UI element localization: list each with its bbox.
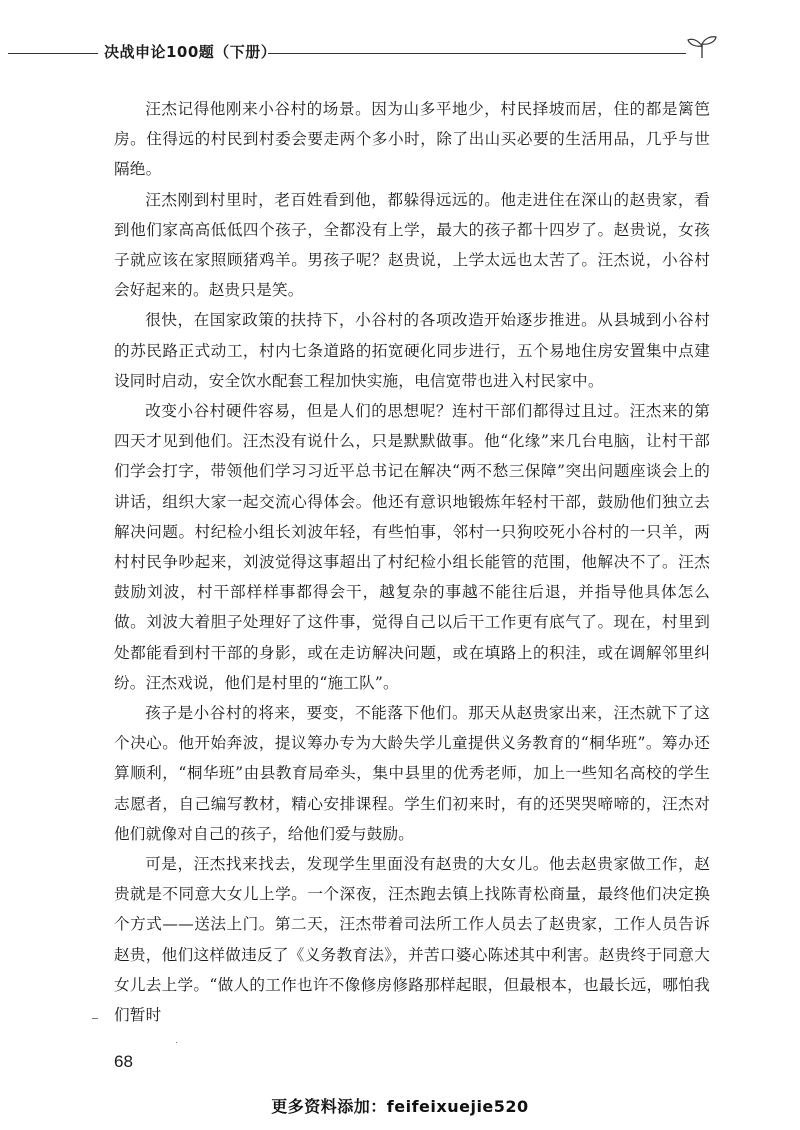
sprout-icon <box>686 34 718 60</box>
body-text <box>114 94 710 1030</box>
paragraph: 汪杰记得他刚来小谷村的场景。因为山多平地少，村民择坡而居，住的都是篱笆房。住得远的村民到村委会要走两个多小时，除了出山买必要的生活用品，几乎与世隔绝。 <box>114 100 710 179</box>
scan-speck <box>92 1018 98 1019</box>
paragraph: 汪杰刚到村里时，老百姓看到他，都躲得远远的。他走进住在深山的赵贵家，看到他们家高高低低四个孩子，全都没有上学，最大的孩子都十四岁了。赵贵说，女孩子就应该在家照顾猪鸡羊。男孩子呢？赵贵说，上学太远也太苦了。汪杰说，小谷村会好起来的。赵贵只是笑。 <box>114 190 710 300</box>
scan-speck <box>176 1042 177 1043</box>
header-rule-left <box>8 53 98 54</box>
paragraph: 孩子是小谷村的将来，要变，不能落下他们。那天从赵贵家出来，汪杰就下了这个决心。他开始奔波，提议筹办专为大龄失学儿童提供义务教育的“桐华班”。筹办还算顺利，“桐华班”由县教育局牵头，集中县里的优秀老师，加上一些知名高校的学生志愿者，自己编写教材，精心安排课程。学生们初来时，有的还哭哭啼啼的，汪杰对他们就像对自己的孩子，给他们爱与鼓励。 <box>114 704 710 843</box>
paragraph: 很快，在国家政策的扶持下，小谷村的各项改造开始逐步推进。从县城到小谷村的苏民路正式动工，村内七条道路的拓宽硬化同步进行，五个易地住房安置集中点建设同时启动，安全饮水配套工程加快实施，电信宽带也进入村民家中。 <box>114 311 710 390</box>
running-header <box>0 38 800 68</box>
footer-note: 更多资料添加：feifeixuejie520 <box>271 1097 529 1116</box>
page-number: 68 <box>114 1052 133 1071</box>
header-rule-right <box>268 53 686 54</box>
paragraph: 改变小谷村硬件容易，但是人们的思想呢？连村干部们都得过且过。汪杰来的第四天才见到他们。汪杰没有说什么，只是默默做事。他“化缘”来几台电脑，让村干部们学会打字，带领他们学习习近平总书记在解决“两不愁三保障”突出问题座谈会上的讲话，组织大家一起交流心得体会。他还有意识地锻炼年轻村干部，鼓励他们独立去解决问题。村纪检小组长刘波年轻，有些怕事，邻村一只狗咬死小谷村的一只羊，两村村民争吵起来，刘波觉得这事超出了村纪检小组长能管的范围，他解决不了。汪杰鼓励刘波，村干部样样事都得会干，越复杂的事越不能往后退，并指导他具体怎么做。刘波大着胆子处理好了这件事，觉得自己以后干工作更有底气了。现在，村里到处都能看到村干部的身影，或在走访解决问题，或在填路上的积洼，或在调解邻里纠纷。汪杰戏说，他们是村里的“施工队”。 <box>114 402 710 692</box>
book-title: 决战申论100题（下册） <box>104 43 277 61</box>
paragraph: 可是，汪杰找来找去，发现学生里面没有赵贵的大女儿。他去赵贵家做工作，赵贵就是不同意大女儿上学。一个深夜，汪杰跑去镇上找陈青松商量，最终他们决定换个方式——送法上门。第二天，汪杰带着司法所工作人员去了赵贵家，工作人员告诉赵贵，他们这样做违反了《义务教育法》，并苦口婆心陈述其中利害。赵贵终于同意大女儿去上学。“做人的工作也许不像修房修路那样起眼，但最根本，也最长远，哪怕我们暂时 <box>114 855 710 1025</box>
